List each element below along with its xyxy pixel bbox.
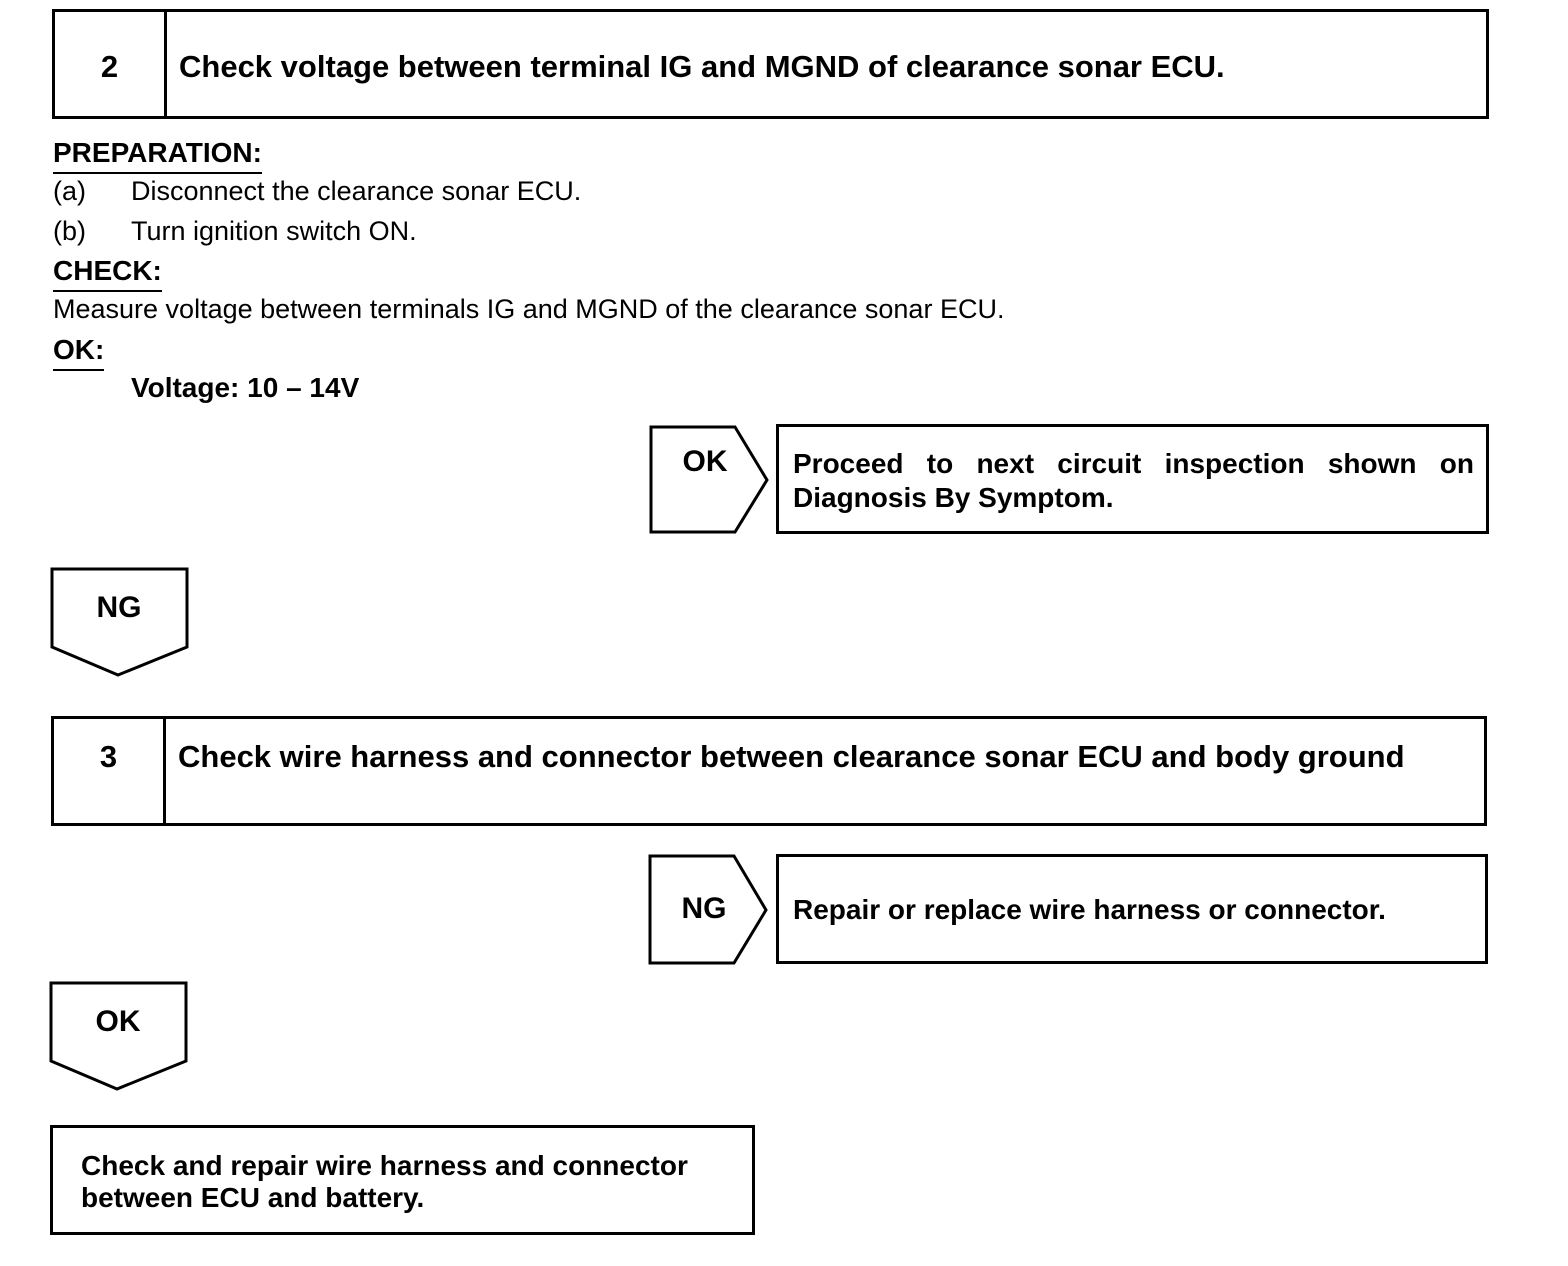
item-text: Disconnect the clearance sonar ECU. [131,176,582,206]
arrow-label: NG [681,892,727,925]
arrow-label: NG [96,591,142,624]
preparation-item-b [53,215,417,247]
check-text: Measure voltage between terminals IG and MGND of the clearance sonar ECU. [53,294,1005,324]
step-number: 2 [55,12,167,116]
arrow-label: OK [95,1005,141,1038]
step-3-header [51,716,1487,826]
ok-down-arrow-tag [49,981,189,1093]
ok-voltage-spec: Voltage: 10 – 14V [131,372,360,403]
final-action-text: Check and repair wire harness and connector between ECU and battery. [81,1150,688,1213]
ok-arrow-tag [649,425,773,535]
ok-result-box [776,424,1489,534]
item-text: Turn ignition switch ON. [131,216,417,246]
ng-result-box [776,854,1488,964]
ng-down-arrow-tag [50,567,190,679]
result-text: Proceed to next circuit inspection shown on Diagnosis By Symptom. [793,448,1474,513]
item-marker: (a) [53,176,86,206]
step-number: 3 [54,719,166,823]
ok-label: OK: [53,334,104,371]
step-2-header [52,9,1489,119]
right-arrow-shape [649,425,773,535]
result-text: Repair or replace wire harness or connector. [793,894,1386,925]
preparation-item-a [53,175,581,207]
preparation-label: PREPARATION: [53,137,262,174]
check-label: CHECK: [53,255,162,292]
item-marker: (b) [53,216,86,246]
ng-arrow-tag [648,854,772,966]
step-title: Check voltage between terminal IG and MGND of clearance sonar ECU. [179,49,1225,84]
final-action-box [50,1125,755,1235]
arrow-label: OK [682,445,728,478]
step-title: Check wire harness and connector between clearance sonar ECU and body ground [178,739,1405,774]
